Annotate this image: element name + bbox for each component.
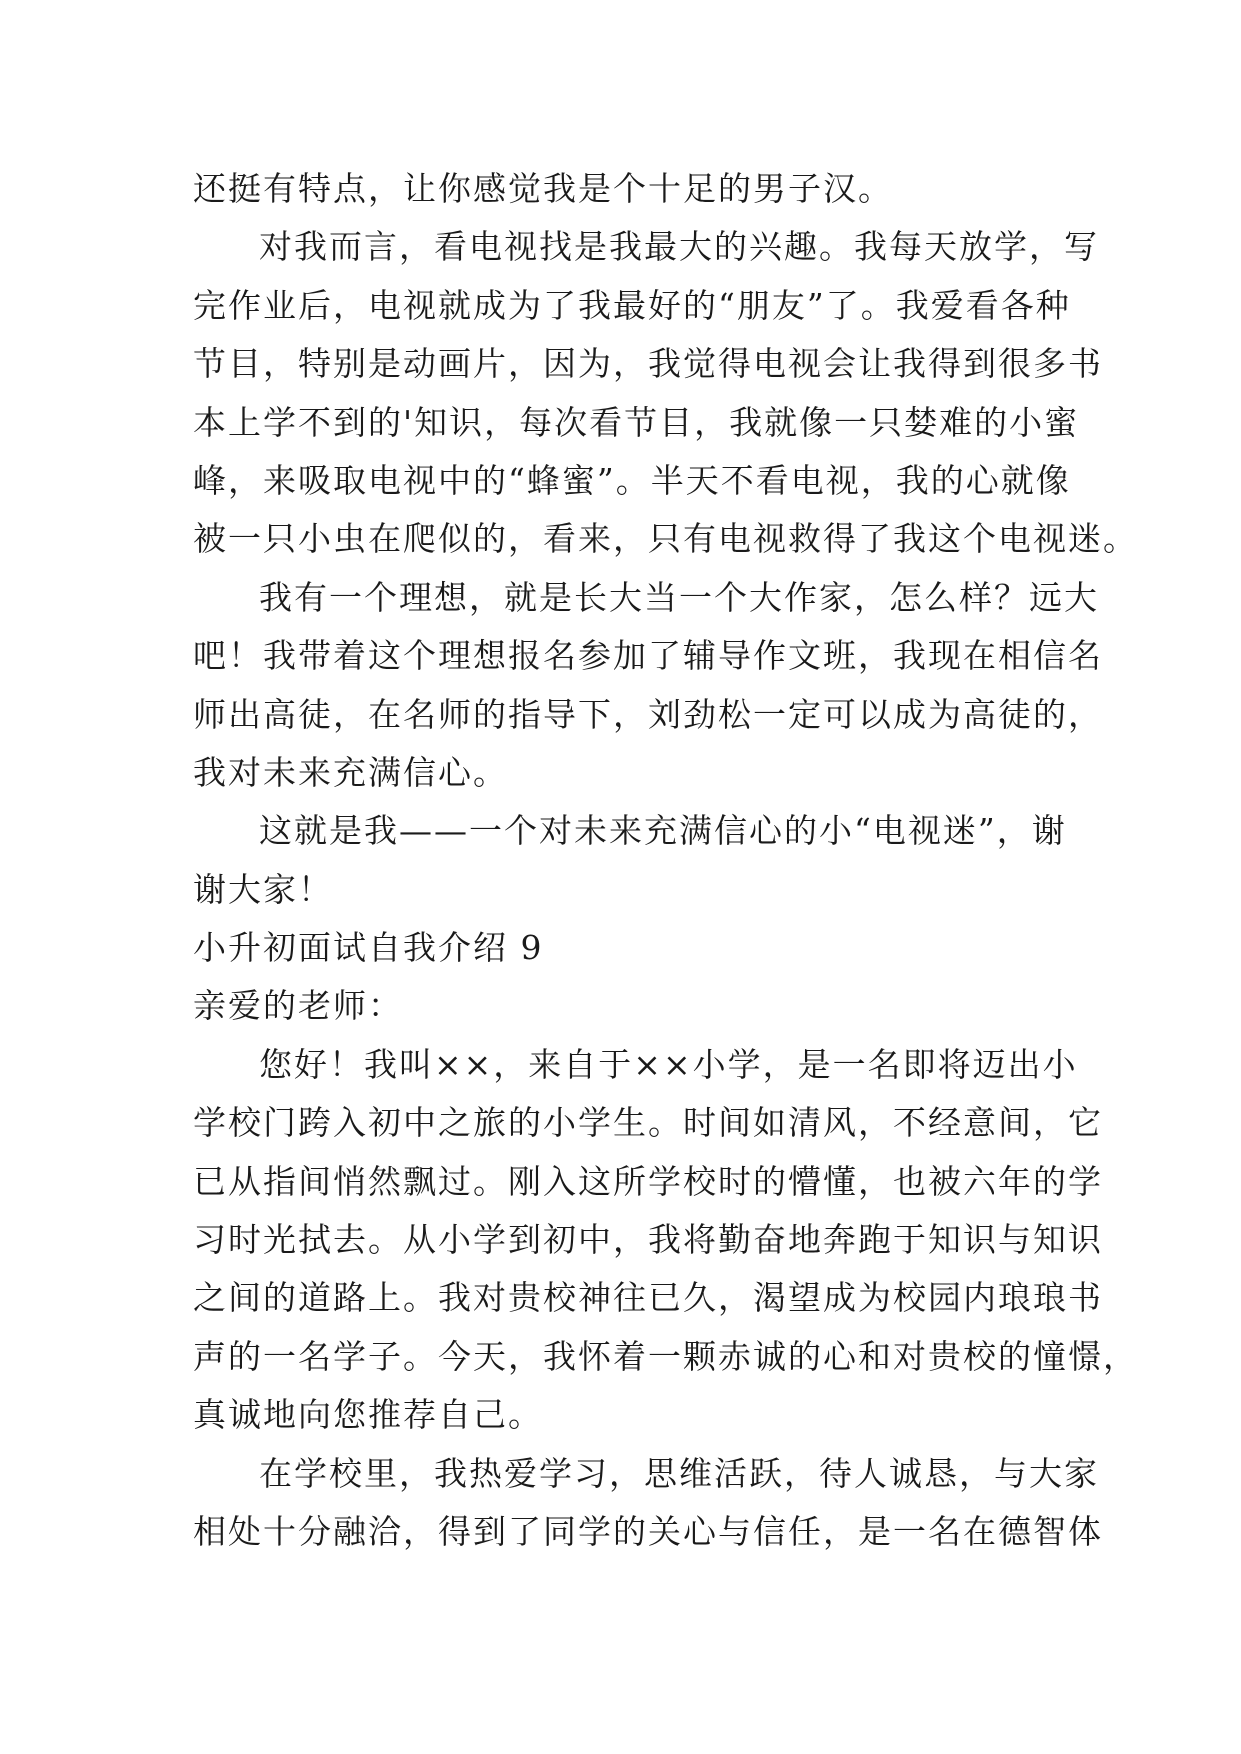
text-line: 还挺有特点，让你感觉我是个十足的男子汉。 — [193, 169, 893, 208]
text-line: 谢大家！ — [193, 869, 333, 909]
text-line: 这就是我——一个对未来充满信心的小“电视迷”，谢 — [259, 811, 1067, 851]
text-line: 吧！我带着这个理想报名参加了辅导作文班，我现在相信名 — [193, 636, 1103, 676]
text-line: 您好！我叫××，来自于××小学，是一名即将迈出小 — [259, 1044, 1078, 1084]
text-line: 节目，特别是动画片，因为，我觉得电视会让我得到很多书 — [193, 344, 1103, 384]
text-line: 本上学不到的'知识，每次看节目，我就像一只婪难的小蜜 — [193, 402, 1080, 442]
text-line: 学校门跨入初中之旅的小学生。时间如清风，不经意间，它 — [193, 1103, 1103, 1143]
text-line: 完作业后，电视就成为了我最好的“朋友”了。我爱看各种 — [193, 285, 1071, 325]
salutation: 亲爱的老师： — [193, 986, 403, 1026]
text-line: 峰，来吸取电视中的“蜂蜜”。半天不看电视，我的心就像 — [193, 460, 1071, 500]
text-line: 我对未来充满信心。 — [193, 752, 508, 792]
text-line: 习时光拭去。从小学到初中，我将勤奋地奔跑于知识与知识 — [193, 1220, 1103, 1260]
text-line: 真诚地向您推荐自己。 — [193, 1395, 543, 1435]
text-line: 已从指间悄然飘过。刚入这所学校时的懵懂，也被六年的学 — [193, 1161, 1103, 1201]
text-line: 被一只小虫在爬似的，看来，只有电视救得了我这个电视迷。 — [193, 519, 1138, 559]
body-text — [193, 160, 1138, 1561]
text-line: 之间的道路上。我对贵校神往已久，渴望成为校园内琅琅书 — [193, 1278, 1103, 1318]
text-line: 在学校里，我热爱学习，思维活跃，待人诚恳，与大家 — [259, 1453, 1099, 1493]
text-line: 对我而言，看电视找是我最大的兴趣。我每天放学，写 — [259, 227, 1099, 267]
text-line: 我有一个理想，就是长大当一个大作家，怎么样？远大 — [259, 577, 1099, 617]
text-line: 相处十分融洽，得到了同学的关心与信任，是一名在德智体 — [193, 1511, 1103, 1551]
text-line: 声的一名学子。今天，我怀着一颗赤诚的心和对贵校的憧憬， — [193, 1336, 1138, 1376]
text-line: 师出高徒，在名师的指导下，刘劲松一定可以成为高徒的， — [193, 694, 1103, 734]
section-heading: 小升初面试自我介绍 9 — [193, 928, 544, 968]
